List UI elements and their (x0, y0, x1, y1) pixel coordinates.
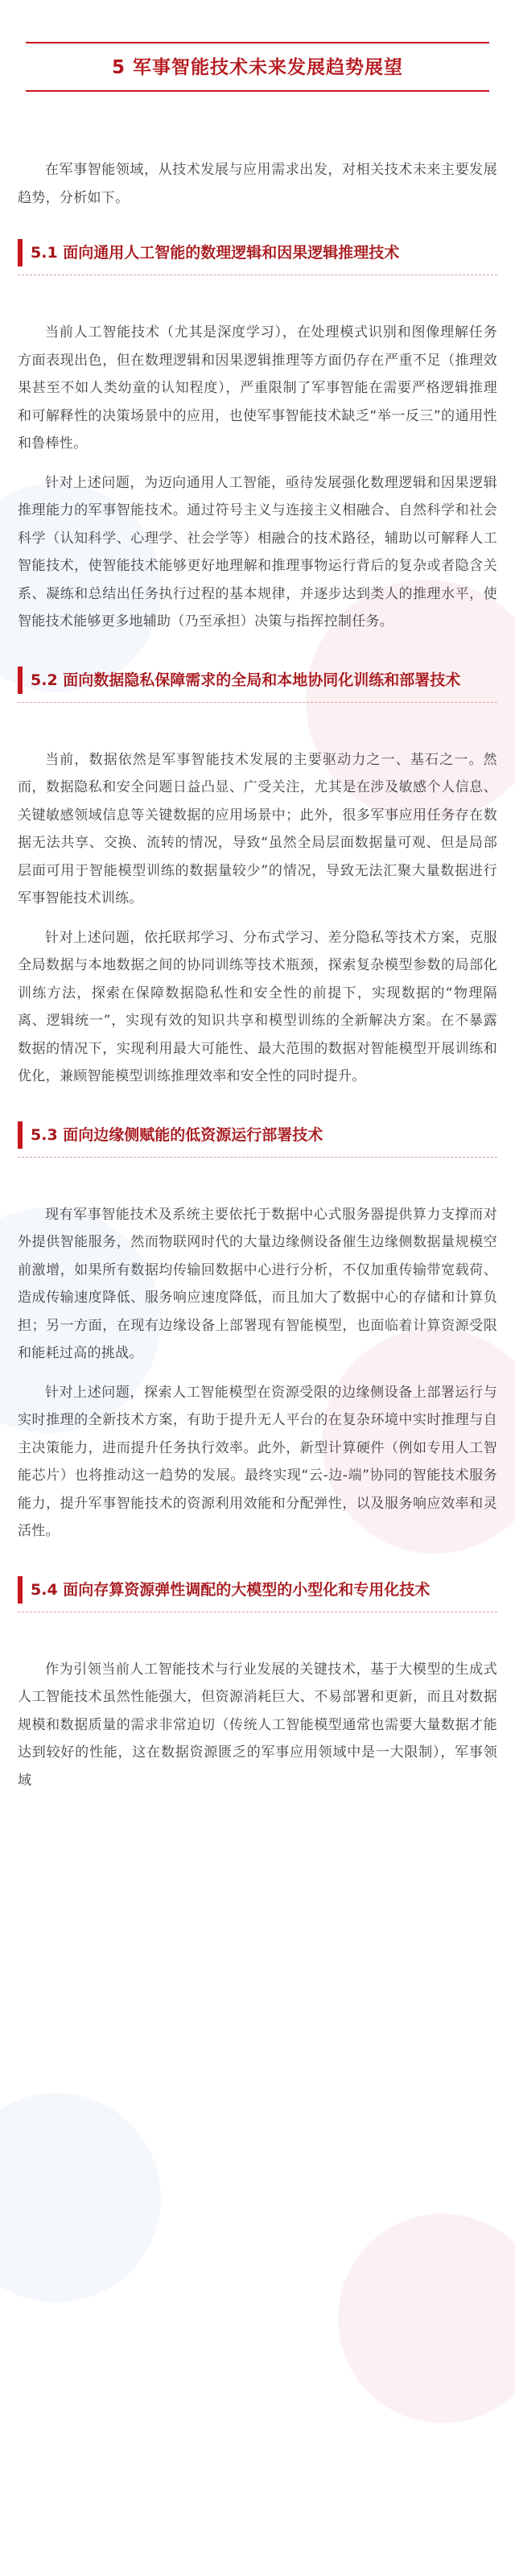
paragraph: 当前，数据依然是军事智能技术发展的主要驱动力之一、基石之一。然而，数据隐私和安全问题日益凸显、广受关注，尤其是在涉及敏感个人信息、关键敏感领域信息等关键数据的应用场景中；此外，很多军事应用任务存在数据无法共享、交换、流转的情况，导致“虽然全局层面数据量可观、但是局部层面可用于智能模型训练的数据量较少”的情况，导致无法汇聚大量数据进行军事智能技术训练。 (18, 751, 497, 906)
subsection-5-4 (18, 1576, 497, 1795)
subsection-5-3 (18, 1121, 497, 1546)
subsection-heading: 5.3 面向边缘侧赋能的低资源运行部署技术 (18, 1121, 497, 1149)
heading-divider (18, 1157, 497, 1158)
paragraph: 针对上述问题，依托联邦学习、分布式学习、差分隐私等技术方案，克服全局数据与本地数据之间的协同训练等技术瓶颈，探索复杂模型参数的局部化训练方法，探索在保障数据隐私性和安全性的前提下，实现数据的“物理隔离、逻辑统一”，实现有效的知识共享和模型训练的全新解决方案。在不暴露数据的情况下，实现利用最大可能性、最大范围的数据对智能模型开展训练和优化，兼顾智能模型训练推理效率和安全性的同时提升。 (18, 929, 497, 1084)
subsection-heading: 5.2 面向数据隐私保障需求的全局和本地协同化训练和部署技术 (18, 667, 497, 694)
subsection-5-2 (18, 667, 497, 1091)
subsection-5-1 (18, 239, 497, 636)
title-bottom-rule (26, 90, 489, 92)
paragraph: 作为引领当前人工智能技术与行业发展的关键技术，基于大模型的生成式人工智能技术虽然性能强大，但资源消耗巨大、不易部署和更新，而且对数据规模和数据质量的需求非常迫切（传统人工智能模型通常也需要大量数据才能达到较好的性能，这在数据资源匮乏的军事应用领域中是一大限制），军事领域 (18, 1661, 497, 1789)
heading-divider (18, 702, 497, 703)
title-top-rule (26, 42, 489, 43)
paragraph: 针对上述问题，探索人工智能模型在资源受限的边缘侧设备上部署运行与实时推理的全新技术方案，有助于提升无人平台的在复杂环境中实时推理与自主决策能力，进而提升任务执行效率。此外，新型计算硬件（例如专用人工智能芯片）也将推动这一趋势的发展。最终实现“云-边-端”协同的智能技术服务能力，提升军事智能技术的资源利用效能和分配弹性，以及服务响应效率和灵活性。 (18, 1384, 497, 1539)
subsection-heading: 5.1 面向通用人工智能的数理逻辑和因果逻辑推理技术 (18, 239, 497, 266)
paragraph: 当前人工智能技术（尤其是深度学习），在处理模式识别和图像理解任务方面表现出色，但在数理逻辑和因果逻辑推理等方面仍存在严重不足（推理效果甚至不如人类幼童的认知程度），严重限制了军事智能在需要严格逻辑推理和可解释性的决策场景中的应用，也使军事智能技术缺乏“举一反三”的通用性和鲁棒性。 (18, 324, 497, 452)
paragraph: 现有军事智能技术及系统主要依托于数据中心式服务器提供算力支撑而对外提供智能服务，然而物联网时代的大量边缘侧设备催生边缘侧数据量规模空前激增，如果所有数据均传输回数据中心进行分析，不仅加重传输带宽载荷、造成传输速度降低、服务响应速度降低，而且加大了数据中心的存储和计算负担；另一方面，在现有边缘设备上部署现有智能模型，也面临着计算资源受限和能耗过高的挑战。 (18, 1206, 497, 1361)
section-title: 5 军事智能技术未来发展趋势展望 (111, 57, 403, 78)
background-watermark (0, 2093, 161, 2302)
background-watermark (338, 2214, 515, 2423)
section-intro: 在军事智能领域，从技术发展与应用需求出发，对相关技术未来主要发展趋势，分析如下。 (18, 162, 497, 206)
paragraph: 针对上述问题，为迈向通用人工智能，亟待发展强化数理逻辑和因果逻辑推理能力的军事智能技术。通过符号主义与连接主义相融合、自然科学和社会科学（认知科学、心理学、社会学等）相融合的技术路径，辅助以可解释人工智能技术，使智能技术能够更好地理解和推理事物运行背后的复杂或者隐含关系、凝练和总结出任务执行过程的基本规律，并逐步达到类人的推理水平，使智能技术能够更多地辅助（乃至承担）决策与指挥控制任务。 (18, 474, 497, 630)
article-content (0, 42, 515, 1794)
subsection-heading: 5.4 面向存算资源弹性调配的大模型的小型化和专用化技术 (18, 1576, 497, 1604)
